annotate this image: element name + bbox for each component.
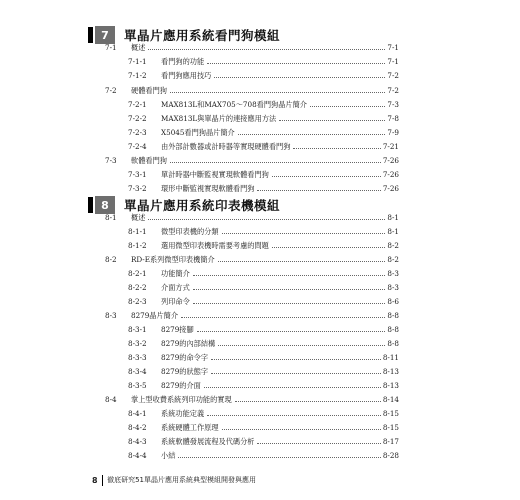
toc-entry-page: 7-21	[382, 142, 399, 151]
toc-dot-leader	[257, 190, 380, 191]
toc-entry-number: 8-1-2	[128, 241, 147, 250]
toc-entry-title: 介面方式	[161, 283, 190, 292]
toc-entry	[105, 151, 399, 165]
toc-entry	[128, 222, 399, 236]
toc-entry-title: X5045看門狗晶片簡介	[161, 128, 235, 137]
toc-entry	[105, 250, 399, 264]
toc-entry-page: 8-13	[382, 381, 399, 390]
toc-entry-title: 系統硬體工作原理	[161, 423, 219, 432]
toc-entry	[128, 320, 399, 334]
toc-entry	[105, 306, 399, 320]
toc-entry-number: 7-2-4	[128, 142, 147, 151]
toc-entry	[105, 38, 399, 52]
toc-entry	[128, 446, 399, 460]
toc-entry-title: 功能簡介	[161, 269, 190, 278]
toc-entry-number: 7-3	[105, 156, 117, 165]
toc-entry-title: 環形中斷監視實現軟體看門狗	[161, 184, 255, 193]
toc-entry-number: 7-3-1	[128, 170, 147, 179]
toc-entry-number: 8-3-4	[128, 367, 147, 376]
toc-entry	[128, 123, 399, 137]
toc-entry-title: MAX813L和MAX705～708看門狗晶片簡介	[161, 100, 307, 109]
toc-dot-leader	[207, 63, 385, 64]
toc-entry	[128, 95, 399, 109]
toc-entry-page: 7-3	[387, 100, 399, 109]
toc-entry	[128, 137, 399, 151]
chapter-number: 7	[95, 26, 115, 44]
toc-dot-leader	[272, 176, 381, 177]
toc-entry	[128, 376, 399, 390]
toc-dot-leader	[293, 148, 380, 149]
toc-entry-title: 8279的命令字	[161, 353, 209, 362]
toc-entry-title: 微型印表機的分類	[161, 227, 219, 236]
toc-entry	[128, 236, 399, 250]
toc-entry-number: 7-1	[105, 43, 117, 52]
toc-entry-number: 8-3-5	[128, 381, 147, 390]
toc-entry	[128, 292, 399, 306]
toc-entry-title: 系統功能定義	[161, 409, 205, 418]
toc-entry	[128, 264, 399, 278]
toc-entry-number: 8-4-3	[128, 437, 147, 446]
chapter-marker	[88, 27, 93, 43]
toc-entry	[128, 334, 399, 348]
chapter-title: 單晶片應用系統看門狗模組	[124, 28, 281, 43]
toc-dot-leader	[197, 331, 386, 332]
toc-dot-leader	[181, 317, 385, 318]
toc-entry	[128, 52, 399, 66]
toc-entry	[128, 348, 399, 362]
toc-dot-leader	[148, 219, 385, 220]
toc-dot-leader	[178, 457, 380, 458]
toc-entry-number: 8-3	[105, 311, 117, 320]
toc-entry-page: 8-11	[382, 353, 399, 362]
toc-dot-leader	[204, 387, 381, 388]
toc-entry-page: 7-2	[387, 86, 399, 95]
toc-dot-leader	[193, 275, 386, 276]
toc-dot-leader	[148, 49, 385, 50]
toc-entry-title: 8279的內部結構	[161, 339, 216, 348]
toc-entry-page: 8-15	[382, 423, 399, 432]
toc-entry-title: 概述	[131, 43, 146, 52]
toc-entry-title: 由外部計數器或計時器等實現硬體看門狗	[161, 142, 291, 151]
toc-entry-number: 8-4-2	[128, 423, 147, 432]
toc-dot-leader	[207, 415, 381, 416]
toc-dot-leader	[272, 247, 386, 248]
toc-entry	[105, 208, 399, 222]
toc-entry-number: 8-4	[105, 395, 117, 404]
toc-entry	[128, 362, 399, 376]
toc-entry	[128, 404, 399, 418]
toc-dot-leader	[170, 162, 381, 163]
toc-entry-page: 8-14	[382, 395, 399, 404]
chapter-marker	[88, 197, 93, 213]
toc-dot-leader	[218, 345, 385, 346]
toc-entry-page: 8-3	[387, 269, 399, 278]
toc-entry-number: 8-4-4	[128, 451, 147, 460]
toc-entry-title: 軟體看門狗	[131, 156, 167, 165]
toc-entry	[105, 390, 399, 404]
toc-dot-leader	[193, 303, 386, 304]
toc-dot-leader	[170, 92, 385, 93]
toc-entry-title: 8279晶片簡介	[131, 311, 179, 320]
toc-entry-title: RD-E系列微型印表機簡介	[131, 255, 215, 264]
toc-entry-title: 小結	[161, 451, 176, 460]
toc-entry-number: 8-3-1	[128, 325, 147, 334]
toc-entry-title: 看門狗的功能	[161, 57, 205, 66]
toc-entry-title: 單計時器中斷監視實現軟體看門狗	[161, 170, 269, 179]
toc-entry-page: 8-3	[387, 283, 399, 292]
toc-dot-leader	[257, 443, 380, 444]
toc-entry-page: 8-15	[382, 409, 399, 418]
toc-entry-number: 7-1-2	[128, 71, 147, 80]
toc-entry-number: 8-3-3	[128, 353, 147, 362]
toc-entry-page: 7-2	[387, 71, 399, 80]
toc-dot-leader	[222, 233, 386, 234]
toc-entry-title: 選用微型印表機時需要考慮的問題	[161, 241, 269, 250]
toc-entry-page: 8-2	[387, 241, 399, 250]
toc-entry-title: 8279的狀態字	[161, 367, 209, 376]
toc-entry	[105, 81, 399, 95]
toc-entry-number: 7-3-2	[128, 184, 147, 193]
page-footer	[92, 474, 256, 486]
toc-dot-leader	[193, 289, 386, 290]
toc-entry-page: 8-6	[387, 297, 399, 306]
toc-entry-number: 8-2-1	[128, 269, 147, 278]
toc-entry-number: 7-2-3	[128, 128, 147, 137]
toc-entry-page: 8-8	[387, 325, 399, 334]
toc-entry	[128, 66, 399, 80]
toc-dot-leader	[222, 429, 381, 430]
toc-dot-leader	[310, 106, 385, 107]
toc-entry-number: 7-2-2	[128, 114, 147, 123]
toc-entry-page: 8-1	[387, 213, 399, 222]
toc-entry-page: 8-2	[387, 255, 399, 264]
toc-entry-number: 7-1-1	[128, 57, 147, 66]
toc-entry-page: 7-9	[387, 128, 399, 137]
toc-entry-number: 8-1-1	[128, 227, 147, 236]
toc-entry-title: 概述	[131, 213, 146, 222]
toc-entry	[128, 179, 399, 193]
toc-entry-page: 7-26	[382, 156, 399, 165]
footer-page-number: 8	[92, 475, 98, 485]
toc-dot-leader	[214, 77, 385, 78]
toc-entry-title: MAX813L與單晶片的連接應用方法	[161, 114, 277, 123]
toc-entry-title: 系統軟體發展流程及代碼分析	[161, 437, 255, 446]
toc-dot-leader	[279, 120, 385, 121]
toc-entry-number: 8-2	[105, 255, 117, 264]
toc-entry	[128, 418, 399, 432]
toc-entry-page: 7-26	[382, 170, 399, 179]
toc-entry-page: 7-1	[387, 57, 399, 66]
toc-entry-number: 7-2-1	[128, 100, 147, 109]
toc-entry-number: 8-2-2	[128, 283, 147, 292]
toc-dot-leader	[235, 401, 381, 402]
toc-entry-page: 8-1	[387, 227, 399, 236]
toc-entry	[128, 278, 399, 292]
toc-entry-title: 看門狗應用技巧	[161, 71, 212, 80]
toc-entry-title: 列印命令	[161, 297, 190, 306]
toc-entry-title: 硬體看門狗	[131, 86, 167, 95]
toc-dot-leader	[211, 373, 381, 374]
toc-dot-leader	[211, 359, 381, 360]
toc-dot-leader	[218, 261, 386, 262]
toc-entry-number: 8-3-2	[128, 339, 147, 348]
toc-entry-page: 7-1	[387, 43, 399, 52]
toc-entry-page: 8-8	[387, 339, 399, 348]
toc-entry-number: 8-1	[105, 213, 117, 222]
footer-divider	[102, 475, 104, 486]
toc-dot-leader	[238, 134, 386, 135]
toc-entry-page: 7-8	[387, 114, 399, 123]
toc-entry	[128, 165, 399, 179]
toc-entry-title: 8279的介面	[161, 381, 201, 390]
toc-entry-title: 掌上型收費系統列印功能的實現	[131, 395, 232, 404]
toc-entry-page: 8-13	[382, 367, 399, 376]
toc-entry-number: 8-2-3	[128, 297, 147, 306]
toc-entry	[128, 109, 399, 123]
toc-entry-page: 8-8	[387, 311, 399, 320]
chapter-title: 單晶片應用系統印表機模組	[124, 198, 281, 213]
chapter-number: 8	[95, 196, 115, 214]
toc-entry-page: 8-28	[382, 451, 399, 460]
toc-entry-page: 8-17	[382, 437, 399, 446]
toc-entry-page: 7-26	[382, 184, 399, 193]
toc-entry	[128, 432, 399, 446]
toc-entry-title: 8279接腳	[161, 325, 194, 334]
toc-entry-number: 8-4-1	[128, 409, 147, 418]
footer-book-title: 徹底研究51單晶片應用系統典型模組開發與應用	[107, 476, 256, 484]
toc-entry-number: 7-2	[105, 86, 117, 95]
